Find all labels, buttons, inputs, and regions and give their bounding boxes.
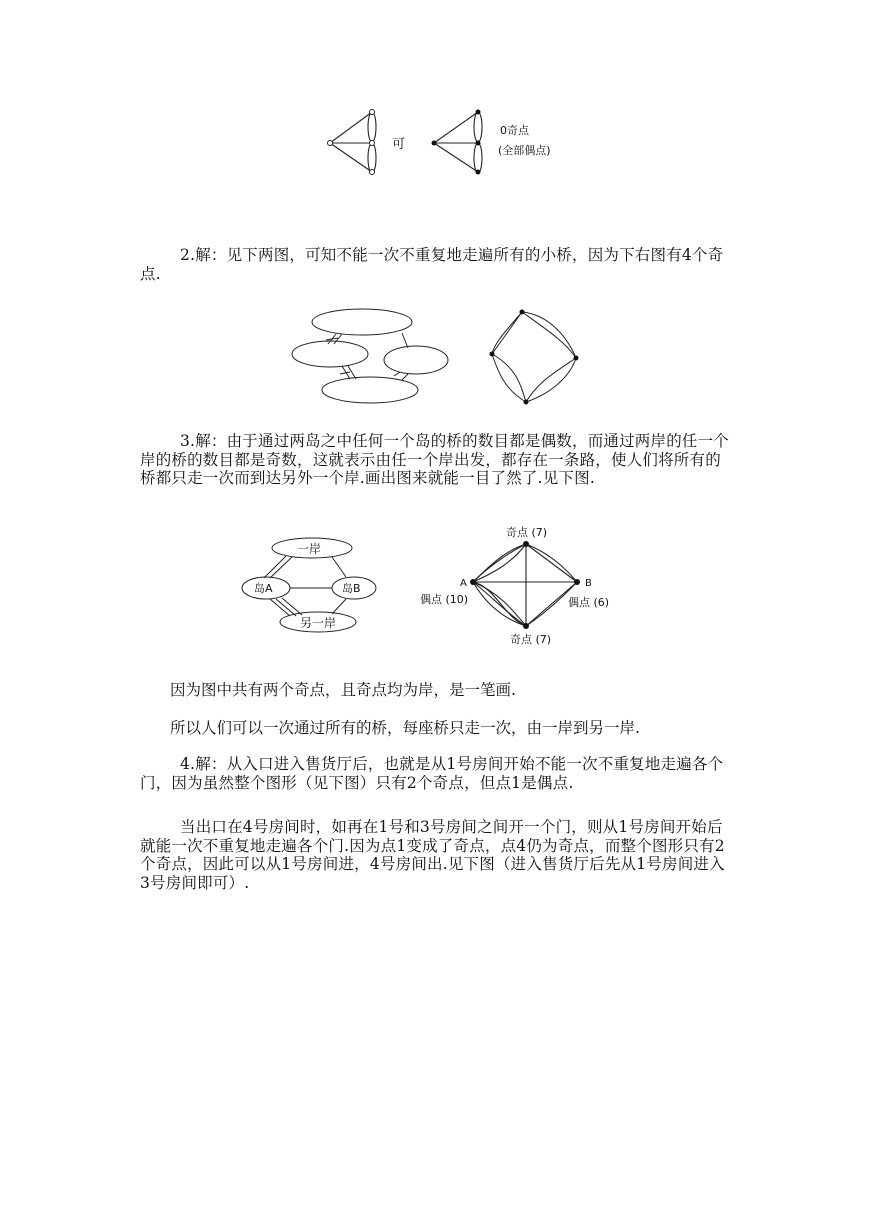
island-bottom	[322, 377, 418, 403]
label-bottom-node: 奇点 (7)	[510, 633, 552, 646]
fig1-right-label-1: 0奇点	[500, 124, 529, 137]
label-island-b: 岛B	[342, 582, 361, 595]
label-node-a-degree: 偶点 (10)	[420, 593, 469, 606]
figure-3-banks	[236, 524, 616, 649]
paragraph-3: 3.解：由于通过两岛之中任何一个岛的桥的数目都是偶数，而通过两岸的任一个岸的桥的数目都是奇数，这就表示由任一个岸出发，都存在一条路，使人们将所有的桥都只走一次而到达另外一个岸.画出图来就能一目了然了.见下图.	[140, 432, 729, 487]
paragraph-4: 4.解：从入口进入售货厅后，也就是从1号房间开始不能一次不重复地走遍各个门，因为虽然整个图形（见下图）只有2个奇点，但点1是偶点.	[140, 755, 724, 792]
edge	[434, 112, 478, 143]
vertex	[370, 141, 375, 146]
island-left	[292, 341, 368, 367]
vertex	[370, 170, 375, 175]
label-node-b-degree: 偶点 (6)	[568, 596, 610, 609]
edge-loop	[474, 143, 482, 173]
edge-loop	[368, 112, 376, 142]
fig1-right-label-2: (全部偶点)	[498, 144, 551, 157]
fig1-left-label: 可	[392, 137, 406, 152]
edge-loop	[474, 112, 482, 142]
label-bank-bottom: 另一岸	[300, 616, 337, 630]
label-node-a: A	[460, 578, 467, 589]
paragraph-5: 当出口在4号房间时，如再在1号和3号房间之间开一个门，则从1号房间开始后就能一次不重复地走遍各个门.因为点1变成了奇点，点4仍为奇点，而整个图形只有2个奇点，因此可以从1号房间进，4号房间出.见下图（进入售货厅后先从1号房间进入3号房间即可）.	[140, 818, 725, 892]
label-island-a: 岛A	[254, 582, 273, 595]
figure-1-graphs	[320, 100, 570, 180]
edge	[330, 112, 372, 143]
vertex	[476, 141, 481, 146]
vertex	[370, 110, 375, 115]
edge	[434, 143, 478, 172]
edge-loop	[368, 143, 376, 173]
figure-2-islands	[290, 302, 600, 406]
label-node-b: B	[585, 578, 592, 589]
label-top-node: 奇点 (7)	[506, 526, 548, 539]
line-conclusion-2: 所以人们可以一次通过所有的桥，每座桥只走一次，由一岸到另一岸.	[170, 719, 640, 737]
vertex	[476, 170, 481, 175]
paragraph-2: 2.解：见下两图，可知不能一次不重复地走遍所有的小桥，因为下右图有4个奇点.	[140, 246, 724, 283]
island-top	[312, 309, 412, 335]
vertex	[328, 141, 333, 146]
island-right	[384, 346, 448, 374]
label-bank-top: 一岸	[297, 542, 322, 556]
line-conclusion-1: 因为图中共有两个奇点，且奇点均为岸，是一笔画.	[170, 681, 516, 699]
vertex	[432, 141, 437, 146]
edge	[330, 143, 372, 172]
vertex	[476, 110, 481, 115]
